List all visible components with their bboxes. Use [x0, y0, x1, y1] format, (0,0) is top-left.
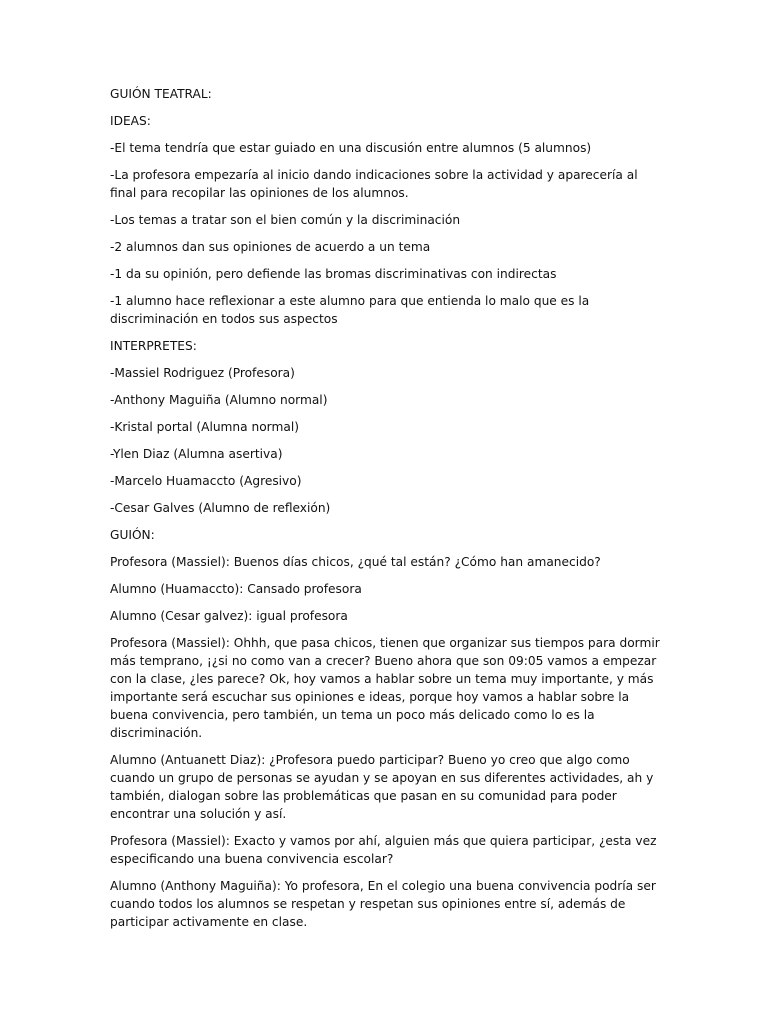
script-line: Alumno (Anthony Maguiña): Yo profesora, En el colegio una buena convivencia podría ser cuando todos los alumnos se respetan y respetan sus opiniones entre sí, además de participar activamente en clase. [110, 879, 656, 929]
script-line: Profesora (Massiel): Exacto y vamos por ahí, alguien más que quiera participar, ¿esta vez especificando una buena convivencia escolar? [110, 834, 657, 866]
interpreter-item: -Cesar Galves (Alumno de reflexión) [110, 501, 331, 515]
heading-interpretes: INTERPRETES: [110, 339, 197, 353]
interpreter-item: -Anthony Maguiña (Alumno normal) [110, 393, 328, 407]
script-line: Alumno (Cesar galvez): igual profesora [110, 609, 348, 623]
heading-guion: GUIÓN: [110, 528, 155, 542]
idea-item: -La profesora empezaría al inicio dando indicaciones sobre la actividad y aparecería al final para recopilar las opiniones de los alumnos. [110, 168, 638, 200]
interpreter-item: -Kristal portal (Alumna normal) [110, 420, 299, 434]
idea-item: -Los temas a tratar son el bien común y la discriminación [110, 213, 461, 227]
document-body [110, 85, 660, 940]
idea-item: -1 alumno hace reflexionar a este alumno para que entienda lo malo que es la discriminación en todos sus aspectos [110, 294, 590, 326]
idea-item: -2 alumnos dan sus opiniones de acuerdo a un tema [110, 240, 431, 254]
interpreter-item: -Massiel Rodriguez (Profesora) [110, 366, 295, 380]
interpreter-item: -Marcelo Huamaccto (Agresivo) [110, 474, 302, 488]
heading-ideas: IDEAS: [110, 114, 151, 128]
script-line: Alumno (Huamaccto): Cansado profesora [110, 582, 362, 596]
script-line: Profesora (Massiel): Buenos días chicos, ¿qué tal están? ¿Cómo han amanecido? [110, 555, 601, 569]
idea-item: -El tema tendría que estar guiado en una discusión entre alumnos (5 alumnos) [110, 141, 592, 155]
script-line: Alumno (Antuanett Diaz): ¿Profesora puedo participar? Bueno yo creo que algo como cuando un grupo de personas se ayudan y se apoyan en sus diferentes actividades, ah y también, dialogan sobre las problemáticas que pasan en su comunidad para poder encontrar una solución y así. [110, 753, 654, 821]
heading-guion-teatral: GUIÓN TEATRAL: [110, 87, 212, 101]
script-line: Profesora (Massiel): Ohhh, que pasa chicos, tienen que organizar sus tiempos para dormir más temprano, ¡¿si no como van a crecer? Bueno ahora que son 09:05 vamos a empezar con la clase, ¿les parece? Ok, hoy vamos a hablar sobre un tema muy importante, y más importante será escuchar sus opiniones e ideas, porque hoy vamos a hablar sobre la buena convivencia, pero también, un tema un poco más delicado como lo es la discriminación. [110, 636, 660, 740]
interpreter-item: -Ylen Diaz (Alumna asertiva) [110, 447, 283, 461]
idea-item: -1 da su opinión, pero defiende las bromas discriminativas con indirectas [110, 267, 557, 281]
